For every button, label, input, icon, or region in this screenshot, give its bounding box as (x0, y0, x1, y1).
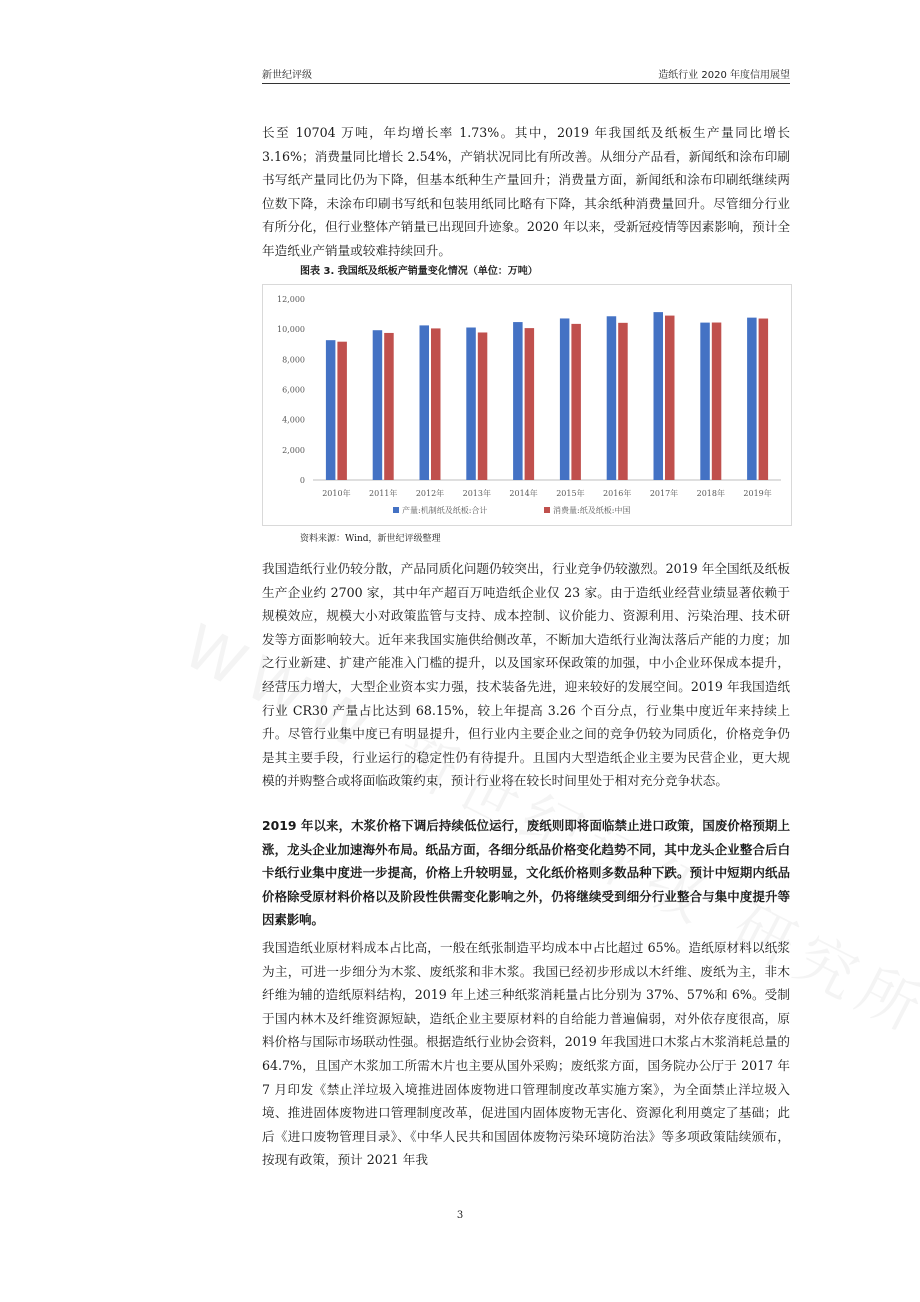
bar-production (466, 328, 476, 480)
page-header (262, 66, 790, 84)
bar-production (560, 318, 570, 480)
bar-consumption (712, 323, 722, 480)
bar-consumption (431, 328, 441, 480)
paragraph-raw-materials: 我国造纸业原材料成本占比高，一般在纸张制造平均成本中占比超过 65%。造纸原材料以纸浆为主，可进一步细分为木浆、废纸浆和非木浆。我国已经初步形成以木纤维、废纸为主，非木纤维为辅的造纸原料结构，2019 年上述三种纸浆消耗量占比分别为 37%、57%和 6%。受制于国内林木及纤维资源短缺，造纸企业主要原材料的自给能力普遍偏弱，对外依存度很高，原料价格与国际市场联动性强。根据造纸行业协会资料，2019 年我国进口木浆占木浆消耗总量的 64.7%，且国产木浆加工所需木片也主要从国外采购；废纸浆方面，国务院办公厅于 2017 年 7 月印发《禁止洋垃圾入境推进固体废物进口管理制度改革实施方案》，为全面禁止洋垃圾入境、推进固体废物进口管理制度改革，促进国内固体废物无害化、资源化利用奠定了基础；此后《进口废物管理目录》、《中华人民共和国固体废物污染环境防治法》等多项政策陆续颁布，按现有政策，预计 2021 年我 (262, 940, 790, 1168)
y-tick-label: 2,000 (282, 445, 305, 455)
bar-consumption (337, 342, 347, 480)
x-tick-label: 2018年 (696, 489, 725, 498)
y-tick-label: 12,000 (277, 295, 305, 304)
paragraph-industry-competition: 我国造纸行业仍较分散，产品同质化问题仍较突出，行业竞争仍较激烈。2019 年全国纸及纸板生产企业约 2700 家，其中年产超百万吨造纸企业仅 23 家。由于造纸业经营业绩显著依赖于规模效应，规模大小对政策监管与支持、成本控制、议价能力、资源利用、污染治理、技术研发等方面影响较大。近年来我国实施供给侧改革，不断加大造纸行业淘汰落后产能的力度；加之行业新建、扩建产能准入门槛的提升，以及国家环保政策的加强，中小企业环保成本提升，经营压力增大，大型企业资本实力强，技术装备先进，迎来较好的发展空间。2019 年我国造纸行业 CR30 产量占比达到 68.15%，较上年提高 3.26 个百分点，行业集中度近年来持续上升。尽管行业集中度已有明显提升，但行业内主要企业之间的竞争仍较为同质化，价格竞争仍是其主要手段，行业运行的稳定性仍有待提升。且国内大型造纸企业主要为民营企业，更大规模的并购整合或将面临政策约束，预计行业将在较长时间里处于相对充分竞争状态。 (262, 561, 790, 789)
header-divider (262, 83, 790, 84)
x-tick-label: 2019年 (743, 489, 772, 498)
bar-production (700, 323, 710, 480)
y-tick-label: 6,000 (282, 385, 305, 395)
chart-canvas (263, 285, 791, 525)
bar-chart (262, 284, 792, 526)
y-tick-label: 10,000 (277, 325, 305, 335)
page-number: 3 (456, 1210, 464, 1221)
x-tick-label: 2010年 (322, 489, 351, 498)
x-tick-label: 2012年 (415, 489, 445, 498)
figure-source: 资料来源：Wind，新世纪评级整理 (300, 534, 441, 544)
bar-production (747, 318, 757, 480)
legend-label: 产量:机制纸及纸板:合计 (402, 506, 488, 515)
bar-consumption (759, 319, 769, 480)
x-tick-label: 2011年 (369, 489, 398, 498)
paragraph-key-summary: 2019 年以来，木浆价格下调后持续低位运行，废纸则即将面临禁止进口政策，国废价格预期上涨，龙头企业加速海外布局。纸品方面，各细分纸品价格变化趋势不同，其中龙头企业整合后白卡纸行业集中度进一步提高，价格上升较明显，文化纸价格则多数品种下跌。预计中短期内纸品价格除受原材料价格以及阶段性供需变化影响之外，仍将继续受到细分行业整合与集中度提升等因素影响。 (262, 818, 790, 928)
y-tick-label: 0 (299, 476, 305, 485)
bar-consumption (478, 332, 488, 480)
x-tick-label: 2014年 (509, 489, 538, 498)
bar-production (326, 340, 336, 480)
legend-swatch (544, 507, 550, 513)
bar-production (420, 325, 430, 480)
x-tick-label: 2016年 (603, 489, 632, 498)
header-publisher: 新世纪评级 (262, 70, 312, 81)
bar-production (373, 330, 383, 480)
bar-production (513, 322, 523, 480)
paragraph-production-consumption: 长至 10704 万吨，年均增长率 1.73%。其中，2019 年我国纸及纸板生产量同比增长 3.16%；消费量同比增长 2.54%，产销状况同比有所改善。从细分产品看，新闻纸和涂布印刷书写纸产量同比仍为下降，但基本纸种生产量回升；消费量方面，新闻纸和涂布印刷纸继续两位数下降，未涂布印刷书写纸和包装用纸同比略有下降，其余纸种消费量回升。尽管细分行业有所分化，但行业整体产销量已出现回升迹象。2020 年以来，受新冠疫情等因素影响，预计全年造纸业产销量或较难持续回升。 (262, 125, 790, 258)
bar-consumption (384, 333, 394, 480)
y-tick-label: 8,000 (282, 355, 305, 365)
bar-production (607, 316, 617, 480)
bar-consumption (665, 316, 675, 480)
figure-title: 图表 3. 我国纸及纸板产销量变化情况（单位：万吨） (300, 266, 538, 277)
x-tick-label: 2015年 (556, 489, 585, 498)
bar-production (654, 312, 664, 480)
legend-swatch (393, 507, 399, 513)
x-tick-label: 2017年 (649, 489, 679, 498)
legend-label: 消费量:纸及纸板:中国 (553, 506, 631, 515)
x-tick-label: 2013年 (462, 489, 491, 498)
bar-consumption (525, 328, 535, 480)
header-report-title: 造纸行业 2020 年度信用展望 (658, 70, 790, 81)
y-tick-label: 4,000 (282, 415, 305, 425)
bar-consumption (571, 324, 581, 480)
bar-consumption (618, 323, 628, 480)
